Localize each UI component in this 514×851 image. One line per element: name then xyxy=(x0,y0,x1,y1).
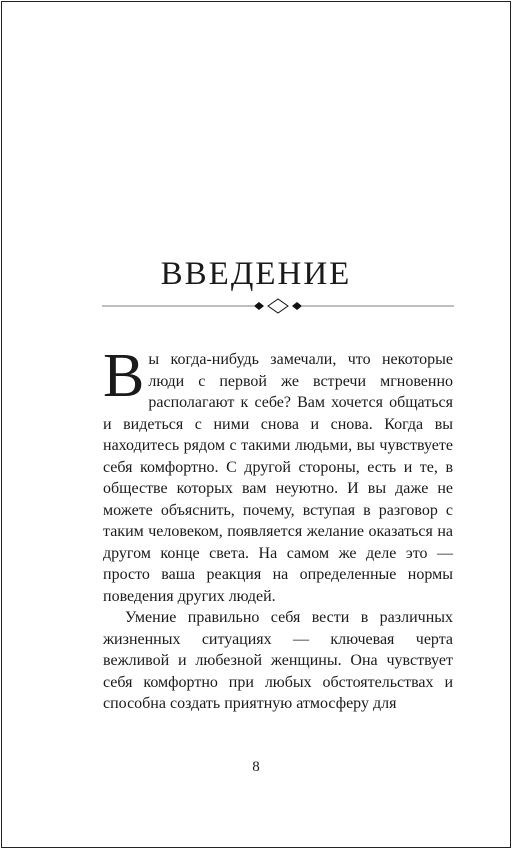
book-page xyxy=(1,1,511,848)
paragraph-first xyxy=(103,342,453,607)
ornament-diamond-center xyxy=(268,299,288,313)
paragraph-second: Умение правильно себя вести в различных жизненных ситуациях — ключевая черта вежливой и любезной женщины. Она чувствует себя комфортно при любых обстоятельствах и способна создать приятную атмосферу для xyxy=(103,609,453,712)
drop-cap: В xyxy=(103,342,145,410)
ornament-diamond-left xyxy=(254,302,264,310)
divider-ornament xyxy=(102,298,454,314)
page-number: 8 xyxy=(252,759,260,775)
chapter-heading: ВВЕДЕНИЕ xyxy=(160,256,352,292)
paragraph-first-text: ы когда-нибудь замечали, что некоторые люди с первой же встречи мгновенно располагают к себе? Вам хочется общаться и видеться с ними снова и снова. Когда вы находитесь рядом с такими людьми, вы чувствуете себя комфортно. С другой стороны, есть и те, в обществе которых вам неуютно. И вы даже не можете объяснить, почему, вступая в разговор с таким человеком, появляется желание оказаться на другом конце света. На самом же деле это — просто ваша реакция на определенные нормы поведения других людей. xyxy=(103,351,453,605)
ornament-diamond-right xyxy=(292,302,302,310)
body-text xyxy=(103,342,453,715)
